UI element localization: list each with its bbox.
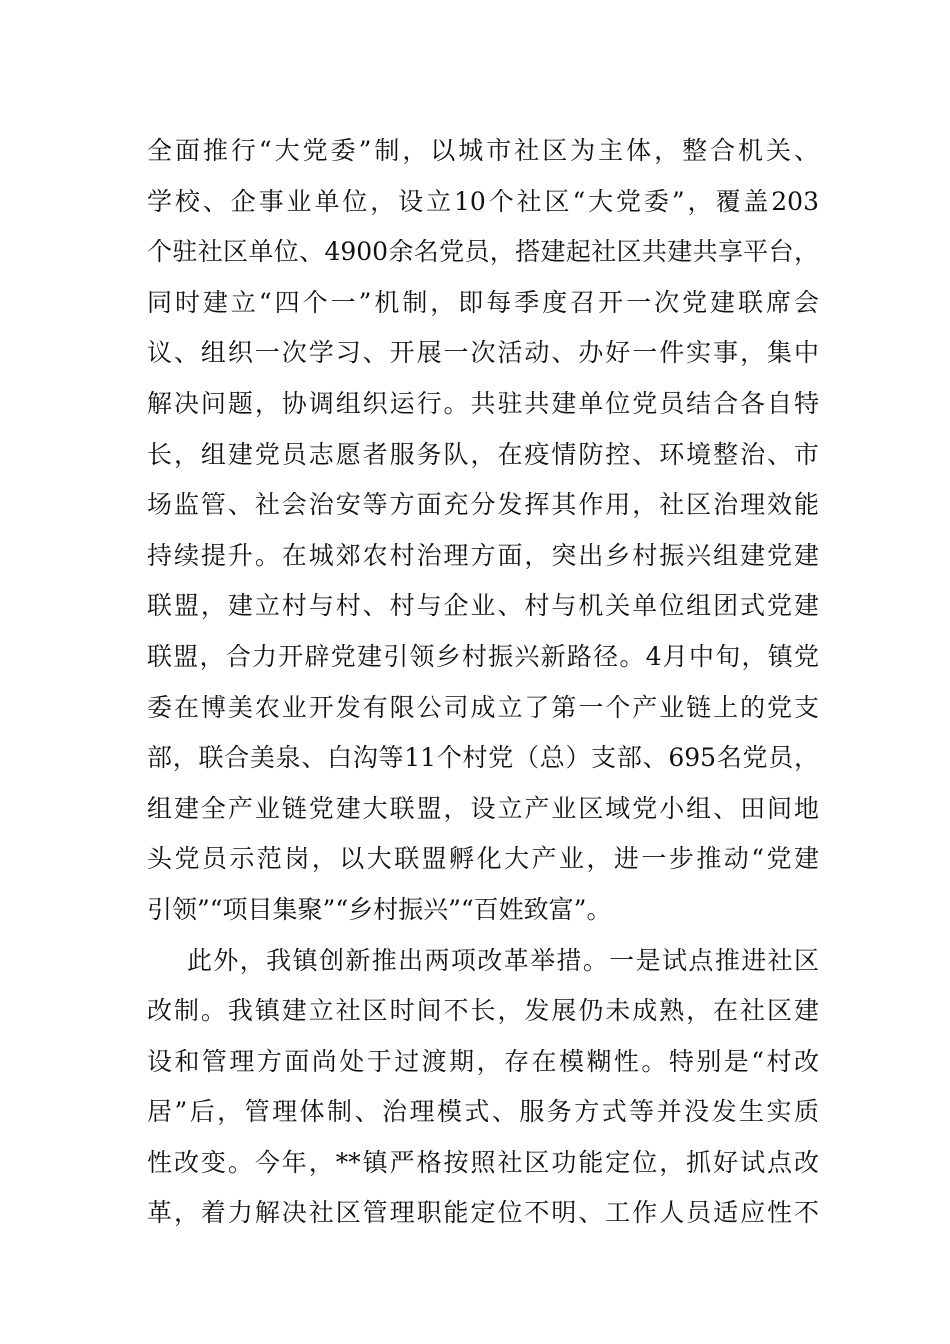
text-line: 头党员示范岗，以大联盟孵化大产业，进一步推动“党建 [147, 844, 819, 874]
text-line: 设和管理方面尚处于过渡期，存在模糊性。特别是“村改 [147, 1046, 819, 1076]
text-line: 解决问题，协调组织运行。共驻共建单位党员结合各自特 [147, 388, 819, 418]
text-line: 部，联合美泉、白沟等11个村党（总）支部、695名党员， [147, 743, 819, 773]
text-line: 持续提升。在城郊农村治理方面，突出乡村振兴组建党建 [147, 540, 819, 570]
text-line: 场监管、社会治安等方面充分发挥其作用，社区治理效能 [147, 490, 819, 520]
text-line: 改制。我镇建立社区时间不长，发展仍未成熟，在社区建 [147, 996, 819, 1026]
text-line: 联盟，建立村与村、村与企业、村与机关单位组团式党建 [147, 591, 819, 621]
text-line: 革，着力解决社区管理职能定位不明、工作人员适应性不 [147, 1198, 819, 1228]
text-line: 全面推行“大党委”制，以城市社区为主体，整合机关、 [147, 136, 819, 165]
text-line: 学校、企事业单位，设立10个社区“大党委”，覆盖203 [147, 186, 819, 216]
text-line: 性改变。今年，**镇严格按照社区功能定位，抓好试点改 [147, 1147, 819, 1177]
text-line: 个驻社区单位、4900余名党员，搭建起社区共建共享平台， [147, 237, 819, 267]
text-line: 同时建立“四个一”机制，即每季度召开一次党建联席会 [147, 287, 819, 317]
text-line: 组建全产业链党建大联盟，设立产业区域党小组、田间地 [147, 793, 819, 823]
text-line: 居”后，管理体制、治理模式、服务方式等并没发生实质 [147, 1097, 819, 1127]
text-line: 委在博美农业开发有限公司成立了第一个产业链上的党支 [147, 692, 819, 722]
text-line: 长，组建党员志愿者服务队，在疫情防控、环境整治、市 [147, 439, 819, 469]
text-line: 议、组织一次学习、开展一次活动、办好一件实事，集中 [147, 338, 819, 368]
body-text [147, 126, 819, 1239]
text-line: 联盟，合力开辟党建引领乡村振兴新路径。4月中旬，镇党 [147, 641, 819, 671]
paragraph-end-line: 引领”“项目集聚”“乡村振兴”“百姓致富”。 [147, 894, 612, 924]
paragraph-start-line: 此外，我镇创新推出两项改革举措。一是试点推进社区 [187, 945, 819, 975]
